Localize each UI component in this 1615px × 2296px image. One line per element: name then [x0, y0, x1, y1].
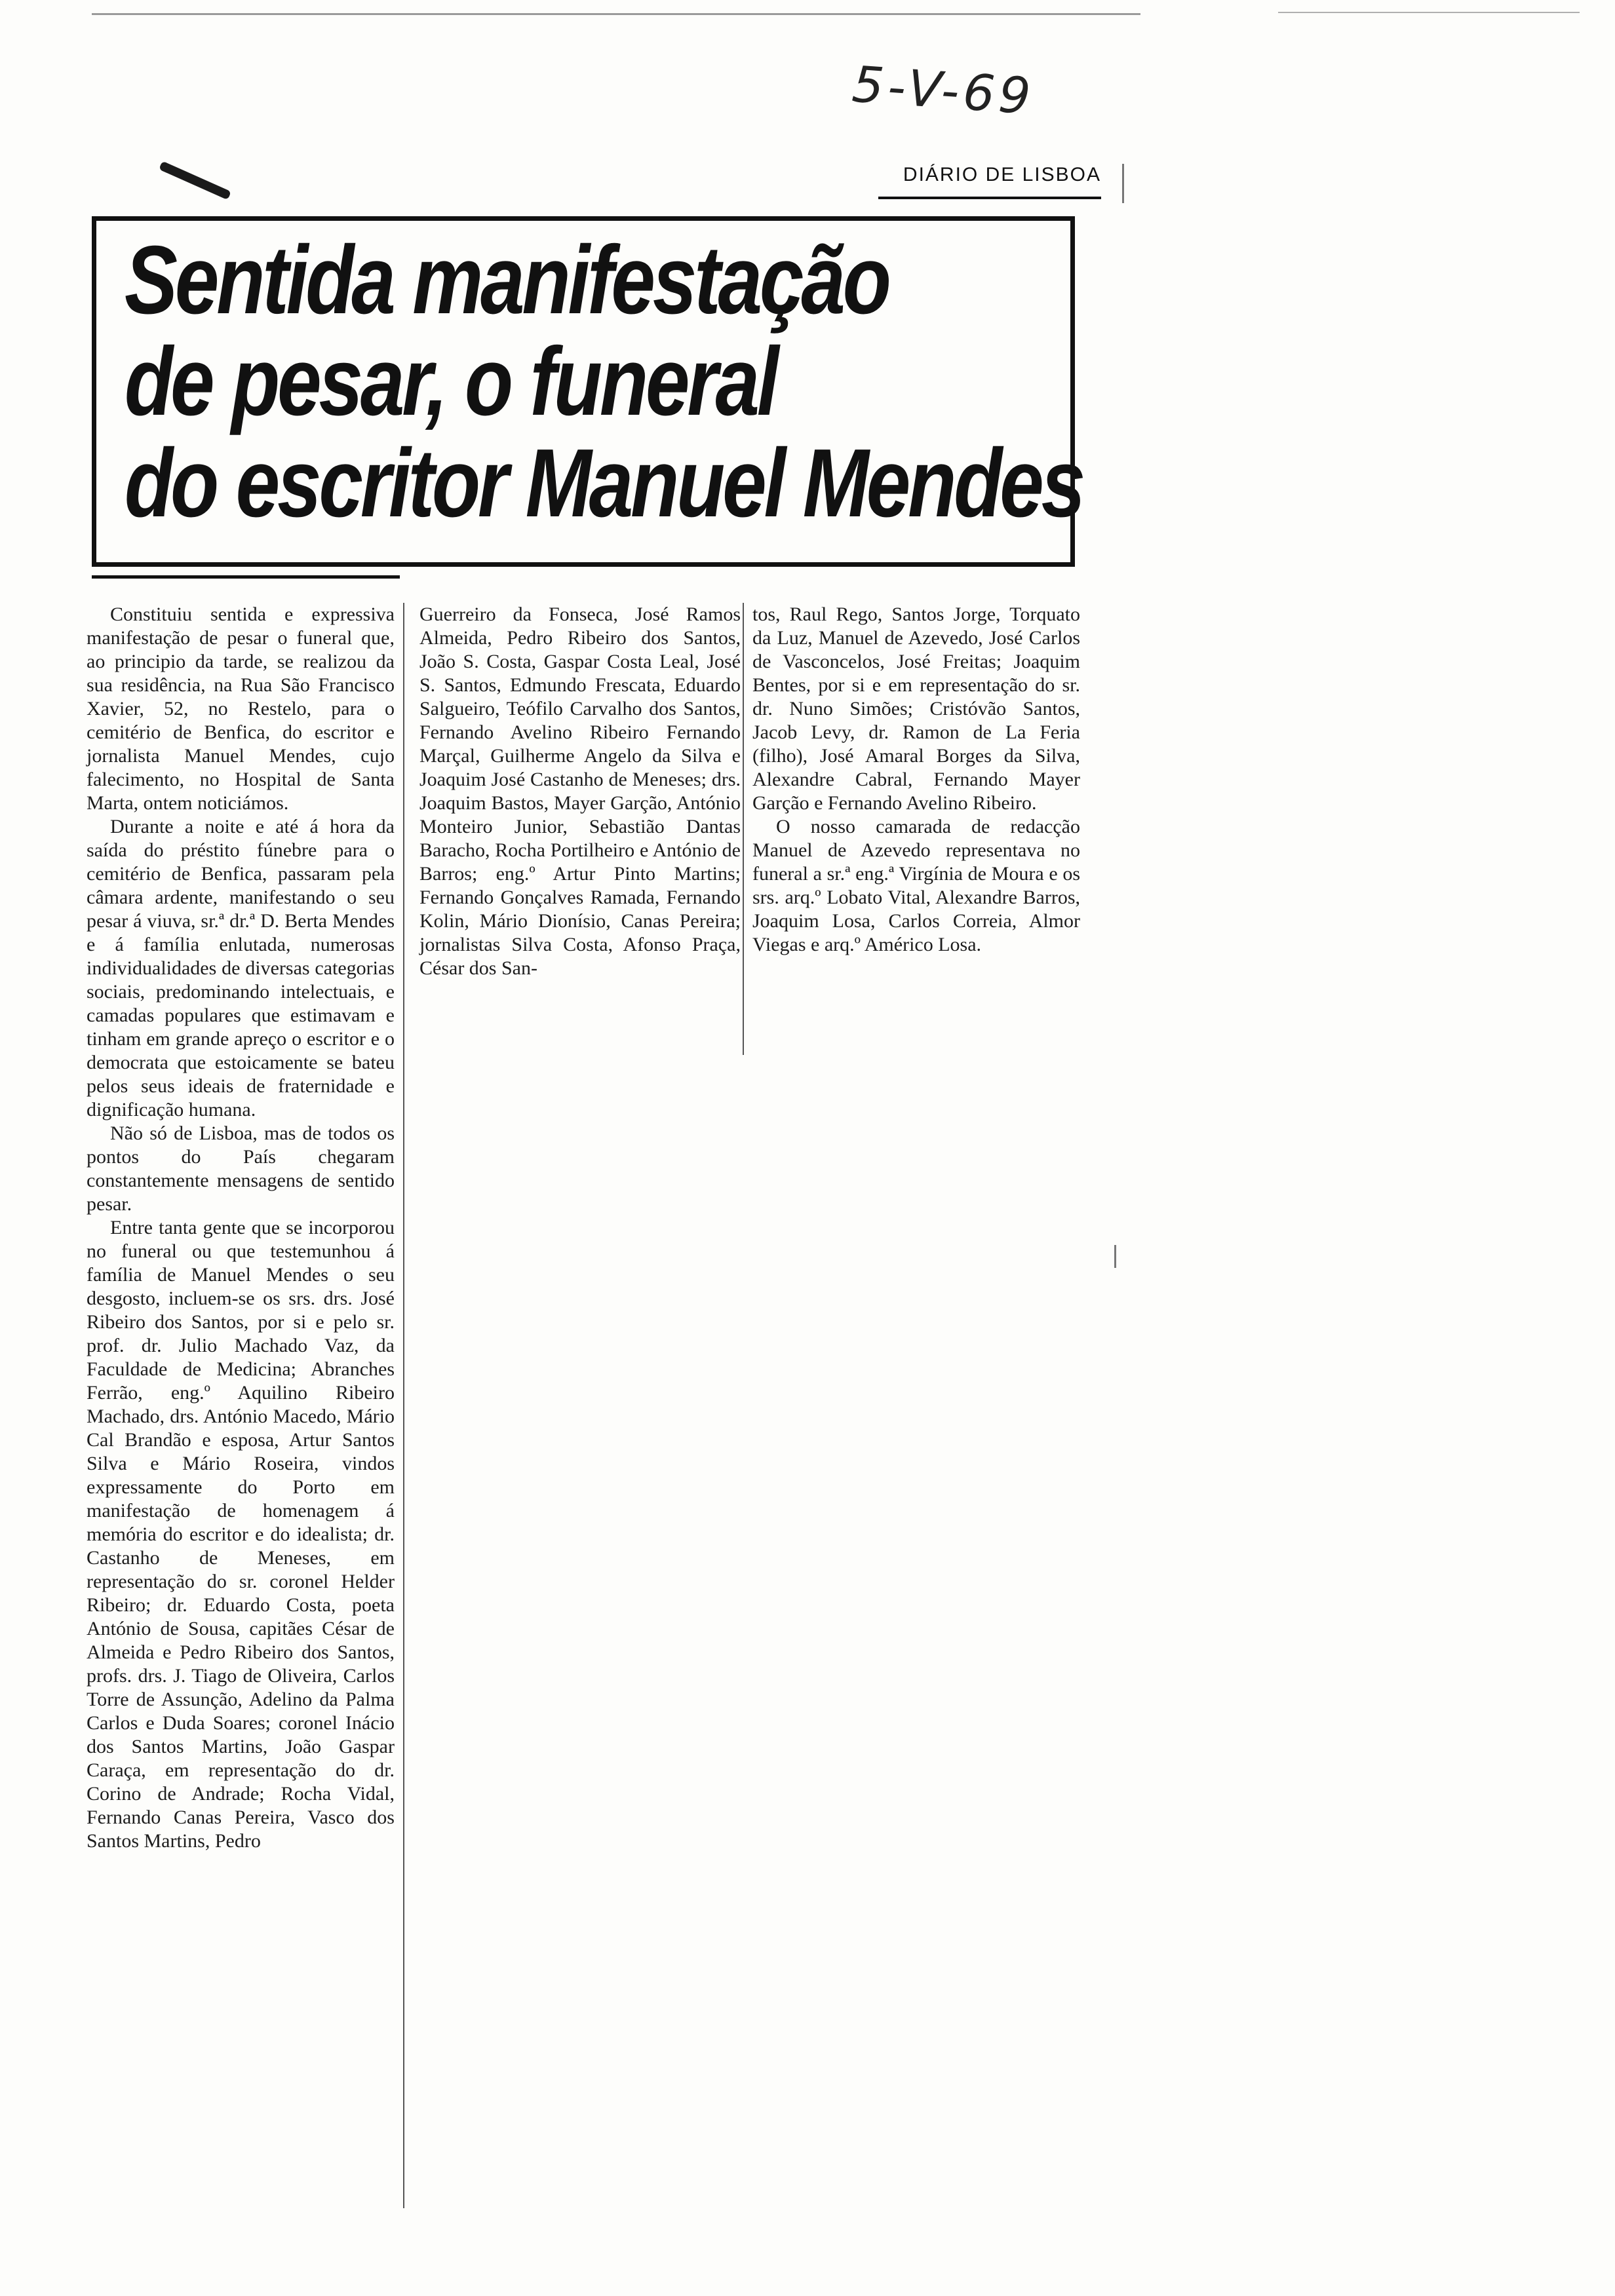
article-column-2	[419, 603, 741, 980]
article-column-3	[752, 603, 1080, 957]
newspaper-name: DIÁRIO DE LISBOA	[903, 164, 1101, 185]
paragraph: tos, Raul Rego, Santos Jorge, Torquato da Luz, Manuel de Azevedo, José Carlos de Vasconcelos, José Freitas; Joaquim Bentes, por si e em representação do sr. dr. Nuno Simões; Cristóvão Santos, Jacob Levy, dr. Ramon de La Feria (filho), José Amaral Borges da Silva, Alexandre Cabral, Fernando Mayer Garção e Fernando Avelino Ribeiro.	[752, 603, 1080, 814]
headline-underline	[92, 575, 400, 579]
paragraph: Constituiu sentida e expressiva manifestação de pesar o funeral que, ao principio da tarde, se realizou da sua residência, na Rua São Francisco Xavier, 52, no Restelo, para o cemitério de Benfica, do escritor e jornalista Manuel Mendes, cujo falecimento, no Hospital de Santa Marta, ontem noticiámos.	[87, 603, 395, 814]
article-column-1	[87, 603, 395, 1853]
paragraph: Durante a noite e até á hora da saída do préstito fúnebre para o cemitério de Benfica, passaram pela câmara ardente, manifestando o seu pesar á viuva, sr.ª dr.ª D. Berta Mendes e á família enlutada, numerosas individualidades de diversas categorias sociais, predominando intelectuais, e camadas populares que estimavam e tinham em grande apreço o escritor e o democrata que estoicamente se bateu pelos seus ideais de fraternidade e dignificação humana.	[87, 816, 395, 1120]
headline	[125, 226, 1083, 537]
scan-edge-rule-right	[1278, 12, 1580, 13]
headline-line-3: do escritor Manuel Mendes	[125, 429, 1083, 537]
paragraph: Guerreiro da Fonseca, José Ramos Almeida, Pedro Ribeiro dos Santos, João S. Costa, Gaspar Costa Leal, José S. Santos, Edmundo Frescata, Eduardo Salgueiro, Teófilo Carvalho dos Santos, Fernando Avelino Ribeiro Fernando Marçal, Guilherme Angelo da Silva e Joaquim José Castanho de Meneses; drs. Joaquim Bastos, Mayer Garção, António Monteiro Junior, Sebastião Dantas Baracho, Rocha Portilheiro e António de Barros; eng.º Artur Pinto Martins; Fernando Gonçalves Ramada, Fernando Kolin, Mário Dionísio, Canas Pereira; jornalistas Silva Costa, Afonso Praça, César dos San-	[419, 603, 741, 979]
column-divider	[743, 603, 744, 1055]
margin-mark	[1114, 1245, 1116, 1268]
pen-mark	[159, 161, 231, 201]
paragraph: Entre tanta gente que se incorporou no funeral ou que testemunhou á família de Manuel Mendes o seu desgosto, incluem-se os srs. drs. José Ribeiro dos Santos, por si e pelo sr. prof. dr. Julio Machado Vaz, da Faculdade de Medicina; Abranches Ferrão, eng.º Aquilino Ribeiro Machado, drs. António Macedo, Mário Cal Brandão e esposa, Artur Santos Silva e Mário Roseira, vindos expressamente do Porto em manifestação de homenagem á memória do escritor e do idealista; dr. Castanho de Meneses, em representação do sr. coronel Helder Ribeiro; dr. Eduardo Costa, poeta António de Sousa, capitães César de Almeida e Pedro Ribeiro dos Santos, profs. drs. J. Tiago de Oliveira, Carlos Torre de Assunção, Adelino da Palma Carlos e Duda Soares; coronel Inácio dos Santos Martins, João Gaspar Caraça, em representação do dr. Corino de Andrade; Rocha Vidal, Fernando Canas Pereira, Vasco dos Santos Martins, Pedro	[87, 1217, 395, 1852]
headline-line-2: de pesar, o funeral	[125, 328, 777, 436]
newspaper-name-rule	[878, 197, 1101, 199]
headline-line-1: Sentida manifestação	[125, 226, 889, 334]
paragraph: Não só de Lisboa, mas de todos os pontos do País chegaram constantemente mensagens de sentido pesar.	[87, 1122, 395, 1215]
handwritten-date: 5-V-69	[850, 54, 1037, 126]
margin-mark	[1122, 164, 1124, 203]
scan-edge-rule	[92, 13, 1140, 15]
column-divider	[403, 603, 404, 2208]
paragraph: O nosso camarada de redacção Manuel de Azevedo representava no funeral a sr.ª eng.ª Virgínia de Moura e os srs. arq.º Lobato Vital, Alexandre Barros, Joaquim Losa, Carlos Correia, Almor Viegas e arq.º Américo Losa.	[752, 816, 1080, 955]
